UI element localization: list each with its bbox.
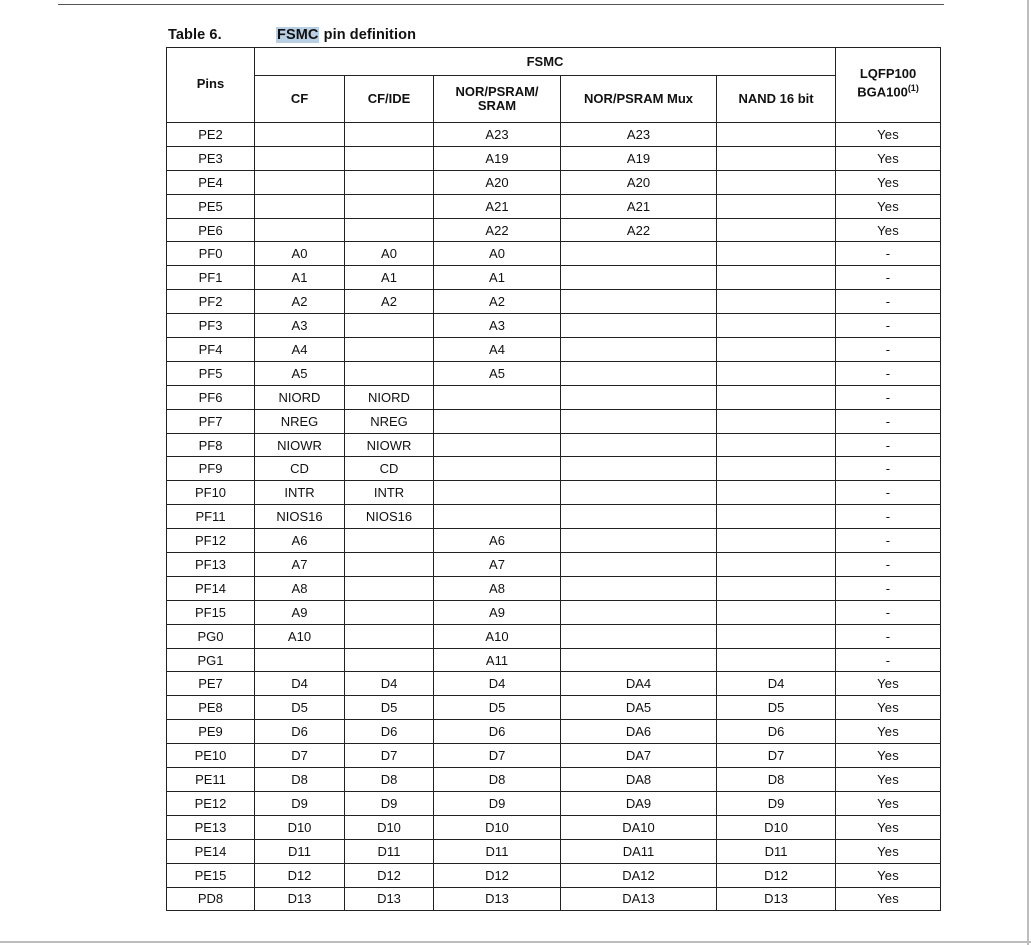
cell-nand-16bit bbox=[717, 457, 836, 481]
cell-nor-psram-mux: A22 bbox=[561, 218, 717, 242]
cell-nor-psram-mux bbox=[561, 648, 717, 672]
cell-pin: PE13 bbox=[167, 815, 255, 839]
cell-package: Yes bbox=[836, 791, 941, 815]
cell-cf-ide: NREG bbox=[345, 409, 434, 433]
cell-pin: PF0 bbox=[167, 242, 255, 266]
table-row bbox=[167, 170, 941, 194]
cell-package: Yes bbox=[836, 839, 941, 863]
table-row bbox=[167, 887, 941, 911]
cell-package: Yes bbox=[836, 720, 941, 744]
header-pins: Pins bbox=[167, 48, 255, 123]
cell-nand-16bit: D5 bbox=[717, 696, 836, 720]
cell-cf: D7 bbox=[255, 744, 345, 768]
cell-cf bbox=[255, 146, 345, 170]
cell-cf: A10 bbox=[255, 624, 345, 648]
table-row bbox=[167, 744, 941, 768]
cell-cf: A4 bbox=[255, 338, 345, 362]
cell-package: - bbox=[836, 553, 941, 577]
cell-nor-psram-mux bbox=[561, 529, 717, 553]
cell-nand-16bit bbox=[717, 146, 836, 170]
cell-package: Yes bbox=[836, 146, 941, 170]
cell-nor-psram-sram bbox=[434, 409, 561, 433]
cell-cf: A0 bbox=[255, 242, 345, 266]
cell-nor-psram-sram: A3 bbox=[434, 314, 561, 338]
cell-package: Yes bbox=[836, 123, 941, 147]
table-row bbox=[167, 839, 941, 863]
cell-cf-ide: INTR bbox=[345, 481, 434, 505]
cell-cf-ide bbox=[345, 600, 434, 624]
header-fsmc-group: FSMC bbox=[255, 48, 836, 76]
cell-cf-ide bbox=[345, 553, 434, 577]
cell-package: - bbox=[836, 481, 941, 505]
cell-pin: PF1 bbox=[167, 266, 255, 290]
cell-nand-16bit bbox=[717, 338, 836, 362]
cell-nor-psram-mux: DA4 bbox=[561, 672, 717, 696]
cell-nor-psram-mux: A20 bbox=[561, 170, 717, 194]
cell-cf-ide: A2 bbox=[345, 290, 434, 314]
cell-cf bbox=[255, 218, 345, 242]
cell-nand-16bit bbox=[717, 123, 836, 147]
cell-pin: PE12 bbox=[167, 791, 255, 815]
cell-nand-16bit: D12 bbox=[717, 863, 836, 887]
cell-package: - bbox=[836, 600, 941, 624]
cell-pin: PE8 bbox=[167, 696, 255, 720]
table-row bbox=[167, 863, 941, 887]
table-number: Table 6. bbox=[168, 27, 222, 43]
table-row bbox=[167, 314, 941, 338]
cell-nor-psram-sram: A6 bbox=[434, 529, 561, 553]
cell-cf bbox=[255, 170, 345, 194]
cell-nor-psram-mux: A19 bbox=[561, 146, 717, 170]
cell-nor-psram-sram bbox=[434, 481, 561, 505]
table-row bbox=[167, 457, 941, 481]
header-package bbox=[836, 48, 941, 123]
cell-nor-psram-sram: A20 bbox=[434, 170, 561, 194]
cell-pin: PE11 bbox=[167, 768, 255, 792]
cell-nor-psram-mux: DA9 bbox=[561, 791, 717, 815]
table-row bbox=[167, 553, 941, 577]
table-row bbox=[167, 576, 941, 600]
table-row bbox=[167, 815, 941, 839]
table-title-rest: pin definition bbox=[319, 27, 417, 43]
cell-pin: PE6 bbox=[167, 218, 255, 242]
cell-nor-psram-mux: DA8 bbox=[561, 768, 717, 792]
cell-cf: D13 bbox=[255, 887, 345, 911]
cell-nor-psram-mux bbox=[561, 361, 717, 385]
cell-nand-16bit bbox=[717, 242, 836, 266]
cell-nand-16bit bbox=[717, 266, 836, 290]
cell-nor-psram-sram: D6 bbox=[434, 720, 561, 744]
cell-package: Yes bbox=[836, 218, 941, 242]
page-top-rule bbox=[58, 4, 944, 5]
cell-nand-16bit bbox=[717, 529, 836, 553]
table-row bbox=[167, 433, 941, 457]
cell-cf: D12 bbox=[255, 863, 345, 887]
cell-package: - bbox=[836, 433, 941, 457]
cell-nor-psram-sram: A9 bbox=[434, 600, 561, 624]
cell-package: - bbox=[836, 409, 941, 433]
cell-cf-ide bbox=[345, 624, 434, 648]
cell-nor-psram-mux bbox=[561, 600, 717, 624]
cell-nor-psram-mux bbox=[561, 505, 717, 529]
cell-nand-16bit bbox=[717, 218, 836, 242]
cell-package: Yes bbox=[836, 815, 941, 839]
cell-cf: D10 bbox=[255, 815, 345, 839]
cell-cf-ide: D4 bbox=[345, 672, 434, 696]
cell-nor-psram-sram bbox=[434, 505, 561, 529]
cell-pin: PF12 bbox=[167, 529, 255, 553]
table-row bbox=[167, 338, 941, 362]
table-body bbox=[167, 123, 941, 911]
cell-nor-psram-sram: A7 bbox=[434, 553, 561, 577]
cell-package: Yes bbox=[836, 887, 941, 911]
table-row bbox=[167, 123, 941, 147]
cell-nor-psram-sram: D11 bbox=[434, 839, 561, 863]
cell-cf-ide bbox=[345, 146, 434, 170]
cell-nor-psram-mux bbox=[561, 266, 717, 290]
cell-cf: A9 bbox=[255, 600, 345, 624]
table-row bbox=[167, 218, 941, 242]
header-cf-ide: CF/IDE bbox=[345, 76, 434, 123]
cell-pin: PE9 bbox=[167, 720, 255, 744]
header-nor-psram-mux: NOR/PSRAM Mux bbox=[561, 76, 717, 123]
cell-cf-ide: A1 bbox=[345, 266, 434, 290]
cell-package: - bbox=[836, 457, 941, 481]
cell-package: - bbox=[836, 624, 941, 648]
cell-nor-psram-sram: D9 bbox=[434, 791, 561, 815]
cell-nor-psram-mux: DA10 bbox=[561, 815, 717, 839]
cell-nor-psram-mux: A21 bbox=[561, 194, 717, 218]
table-row bbox=[167, 624, 941, 648]
cell-cf-ide: A0 bbox=[345, 242, 434, 266]
cell-cf: D11 bbox=[255, 839, 345, 863]
cell-nor-psram-mux bbox=[561, 242, 717, 266]
cell-nor-psram-sram: A22 bbox=[434, 218, 561, 242]
cell-cf-ide: D6 bbox=[345, 720, 434, 744]
cell-nor-psram-sram bbox=[434, 385, 561, 409]
header-nor-psram-sram-text: NOR/PSRAM/ SRAM bbox=[455, 84, 539, 113]
cell-pin: PF15 bbox=[167, 600, 255, 624]
cell-cf-ide: D12 bbox=[345, 863, 434, 887]
cell-package: - bbox=[836, 290, 941, 314]
table-row bbox=[167, 672, 941, 696]
cell-pin: PE15 bbox=[167, 863, 255, 887]
cell-cf: A5 bbox=[255, 361, 345, 385]
cell-nor-psram-mux: DA12 bbox=[561, 863, 717, 887]
cell-nor-psram-mux bbox=[561, 338, 717, 362]
cell-nor-psram-mux bbox=[561, 576, 717, 600]
cell-pin: PF9 bbox=[167, 457, 255, 481]
cell-cf-ide: D7 bbox=[345, 744, 434, 768]
table-row bbox=[167, 481, 941, 505]
cell-package: Yes bbox=[836, 744, 941, 768]
cell-pin: PF2 bbox=[167, 290, 255, 314]
cell-package: - bbox=[836, 242, 941, 266]
cell-cf: A8 bbox=[255, 576, 345, 600]
cell-pin: PF6 bbox=[167, 385, 255, 409]
cell-nand-16bit bbox=[717, 600, 836, 624]
cell-nand-16bit: D9 bbox=[717, 791, 836, 815]
cell-nand-16bit bbox=[717, 648, 836, 672]
cell-cf-ide: CD bbox=[345, 457, 434, 481]
cell-nor-psram-sram: A0 bbox=[434, 242, 561, 266]
cell-nor-psram-sram: D8 bbox=[434, 768, 561, 792]
cell-nor-psram-mux bbox=[561, 314, 717, 338]
cell-nor-psram-sram: A10 bbox=[434, 624, 561, 648]
table-row bbox=[167, 529, 941, 553]
cell-pin: PF3 bbox=[167, 314, 255, 338]
cell-nor-psram-mux bbox=[561, 624, 717, 648]
cell-package: Yes bbox=[836, 863, 941, 887]
cell-pin: PG1 bbox=[167, 648, 255, 672]
cell-cf-ide: NIOS16 bbox=[345, 505, 434, 529]
header-cf: CF bbox=[255, 76, 345, 123]
cell-cf-ide bbox=[345, 123, 434, 147]
cell-nor-psram-mux: DA6 bbox=[561, 720, 717, 744]
cell-package: - bbox=[836, 314, 941, 338]
cell-nand-16bit bbox=[717, 170, 836, 194]
cell-cf: NREG bbox=[255, 409, 345, 433]
cell-nor-psram-sram: D13 bbox=[434, 887, 561, 911]
cell-nand-16bit bbox=[717, 505, 836, 529]
cell-package: - bbox=[836, 529, 941, 553]
cell-nor-psram-sram: A23 bbox=[434, 123, 561, 147]
cell-nor-psram-sram: A21 bbox=[434, 194, 561, 218]
cell-cf: D9 bbox=[255, 791, 345, 815]
cell-nand-16bit: D4 bbox=[717, 672, 836, 696]
cell-nor-psram-sram: A4 bbox=[434, 338, 561, 362]
cell-cf: INTR bbox=[255, 481, 345, 505]
header-package-footnote: (1) bbox=[907, 83, 919, 94]
cell-nor-psram-mux bbox=[561, 433, 717, 457]
fsmc-pin-table bbox=[166, 47, 941, 911]
cell-cf: D6 bbox=[255, 720, 345, 744]
cell-nor-psram-mux bbox=[561, 553, 717, 577]
table-row bbox=[167, 266, 941, 290]
cell-nand-16bit bbox=[717, 290, 836, 314]
cell-package: - bbox=[836, 361, 941, 385]
cell-cf-ide bbox=[345, 218, 434, 242]
cell-package: Yes bbox=[836, 696, 941, 720]
cell-nor-psram-sram: D7 bbox=[434, 744, 561, 768]
cell-pin: PE10 bbox=[167, 744, 255, 768]
cell-pin: PE5 bbox=[167, 194, 255, 218]
cell-nand-16bit bbox=[717, 361, 836, 385]
cell-nor-psram-sram: A11 bbox=[434, 648, 561, 672]
table-row bbox=[167, 505, 941, 529]
page-frame-edge-right bbox=[1027, 0, 1029, 945]
cell-nor-psram-sram: A5 bbox=[434, 361, 561, 385]
cell-nor-psram-sram: A2 bbox=[434, 290, 561, 314]
header-package-line2: BGA100 bbox=[857, 84, 908, 100]
table-row bbox=[167, 385, 941, 409]
cell-nor-psram-mux: DA5 bbox=[561, 696, 717, 720]
cell-pin: PF14 bbox=[167, 576, 255, 600]
cell-nand-16bit: D11 bbox=[717, 839, 836, 863]
table-row bbox=[167, 648, 941, 672]
cell-cf-ide: D5 bbox=[345, 696, 434, 720]
table-row bbox=[167, 409, 941, 433]
cell-cf: A2 bbox=[255, 290, 345, 314]
cell-pin: PG0 bbox=[167, 624, 255, 648]
cell-cf bbox=[255, 123, 345, 147]
cell-cf-ide: D9 bbox=[345, 791, 434, 815]
cell-cf bbox=[255, 648, 345, 672]
table-row bbox=[167, 768, 941, 792]
cell-cf-ide: D11 bbox=[345, 839, 434, 863]
cell-pin: PF10 bbox=[167, 481, 255, 505]
cell-nand-16bit bbox=[717, 433, 836, 457]
cell-nor-psram-mux bbox=[561, 409, 717, 433]
cell-cf: D5 bbox=[255, 696, 345, 720]
table-row bbox=[167, 290, 941, 314]
cell-cf-ide bbox=[345, 576, 434, 600]
table-row bbox=[167, 146, 941, 170]
cell-nor-psram-sram bbox=[434, 433, 561, 457]
table-row bbox=[167, 361, 941, 385]
cell-package: - bbox=[836, 576, 941, 600]
cell-cf: A3 bbox=[255, 314, 345, 338]
cell-cf-ide: NIOWR bbox=[345, 433, 434, 457]
cell-nor-psram-mux bbox=[561, 385, 717, 409]
cell-nand-16bit bbox=[717, 553, 836, 577]
cell-nor-psram-sram: D5 bbox=[434, 696, 561, 720]
cell-pin: PF11 bbox=[167, 505, 255, 529]
header-nand-16bit: NAND 16 bit bbox=[717, 76, 836, 123]
cell-cf-ide bbox=[345, 314, 434, 338]
cell-nand-16bit bbox=[717, 409, 836, 433]
cell-nand-16bit bbox=[717, 624, 836, 648]
cell-nor-psram-mux bbox=[561, 481, 717, 505]
cell-nor-psram-mux bbox=[561, 290, 717, 314]
header-package-line1: LQFP100 bbox=[859, 66, 917, 82]
cell-cf: CD bbox=[255, 457, 345, 481]
cell-nand-16bit: D7 bbox=[717, 744, 836, 768]
cell-nor-psram-sram: A1 bbox=[434, 266, 561, 290]
cell-cf-ide bbox=[345, 338, 434, 362]
cell-package: Yes bbox=[836, 672, 941, 696]
cell-nor-psram-mux: DA13 bbox=[561, 887, 717, 911]
cell-pin: PE3 bbox=[167, 146, 255, 170]
cell-nor-psram-sram: D12 bbox=[434, 863, 561, 887]
cell-nor-psram-sram: A8 bbox=[434, 576, 561, 600]
cell-nand-16bit: D10 bbox=[717, 815, 836, 839]
cell-pin: PE7 bbox=[167, 672, 255, 696]
cell-pin: PE2 bbox=[167, 123, 255, 147]
cell-pin: PF7 bbox=[167, 409, 255, 433]
cell-nand-16bit: D13 bbox=[717, 887, 836, 911]
cell-cf: NIOS16 bbox=[255, 505, 345, 529]
cell-cf-ide bbox=[345, 361, 434, 385]
cell-cf: NIORD bbox=[255, 385, 345, 409]
cell-nand-16bit bbox=[717, 314, 836, 338]
cell-package: - bbox=[836, 266, 941, 290]
cell-package: Yes bbox=[836, 768, 941, 792]
cell-cf: NIOWR bbox=[255, 433, 345, 457]
cell-package: - bbox=[836, 648, 941, 672]
page-frame-edge-bottom bbox=[0, 941, 1031, 943]
cell-cf: D4 bbox=[255, 672, 345, 696]
cell-nor-psram-sram: D10 bbox=[434, 815, 561, 839]
cell-nor-psram-mux bbox=[561, 457, 717, 481]
cell-pin: PF13 bbox=[167, 553, 255, 577]
table-caption bbox=[168, 27, 416, 43]
table-row bbox=[167, 696, 941, 720]
cell-cf-ide: NIORD bbox=[345, 385, 434, 409]
table-row bbox=[167, 791, 941, 815]
table-row bbox=[167, 720, 941, 744]
cell-pin: PF8 bbox=[167, 433, 255, 457]
cell-cf-ide: D8 bbox=[345, 768, 434, 792]
cell-nand-16bit bbox=[717, 194, 836, 218]
cell-package: - bbox=[836, 385, 941, 409]
cell-cf-ide bbox=[345, 194, 434, 218]
cell-cf-ide: D10 bbox=[345, 815, 434, 839]
cell-nand-16bit: D6 bbox=[717, 720, 836, 744]
cell-nor-psram-mux: DA7 bbox=[561, 744, 717, 768]
cell-cf: A6 bbox=[255, 529, 345, 553]
cell-package: - bbox=[836, 505, 941, 529]
cell-package: Yes bbox=[836, 194, 941, 218]
table-row bbox=[167, 194, 941, 218]
cell-nand-16bit bbox=[717, 385, 836, 409]
cell-cf-ide bbox=[345, 529, 434, 553]
table-title-highlight: FSMC bbox=[277, 27, 319, 43]
cell-package: - bbox=[836, 338, 941, 362]
cell-nand-16bit bbox=[717, 576, 836, 600]
table-row bbox=[167, 600, 941, 624]
cell-nand-16bit: D8 bbox=[717, 768, 836, 792]
cell-pin: PE4 bbox=[167, 170, 255, 194]
cell-nand-16bit bbox=[717, 481, 836, 505]
cell-nor-psram-sram: A19 bbox=[434, 146, 561, 170]
cell-cf-ide: D13 bbox=[345, 887, 434, 911]
cell-nor-psram-sram bbox=[434, 457, 561, 481]
cell-nor-psram-mux: DA11 bbox=[561, 839, 717, 863]
cell-cf-ide bbox=[345, 648, 434, 672]
cell-cf: A1 bbox=[255, 266, 345, 290]
cell-cf: D8 bbox=[255, 768, 345, 792]
cell-cf: A7 bbox=[255, 553, 345, 577]
cell-nor-psram-mux: A23 bbox=[561, 123, 717, 147]
cell-cf-ide bbox=[345, 170, 434, 194]
cell-pin: PD8 bbox=[167, 887, 255, 911]
cell-pin: PF4 bbox=[167, 338, 255, 362]
header-nor-psram-sram bbox=[434, 76, 561, 123]
cell-pin: PF5 bbox=[167, 361, 255, 385]
cell-package: Yes bbox=[836, 170, 941, 194]
cell-nor-psram-sram: D4 bbox=[434, 672, 561, 696]
cell-cf bbox=[255, 194, 345, 218]
cell-pin: PE14 bbox=[167, 839, 255, 863]
table-row bbox=[167, 242, 941, 266]
